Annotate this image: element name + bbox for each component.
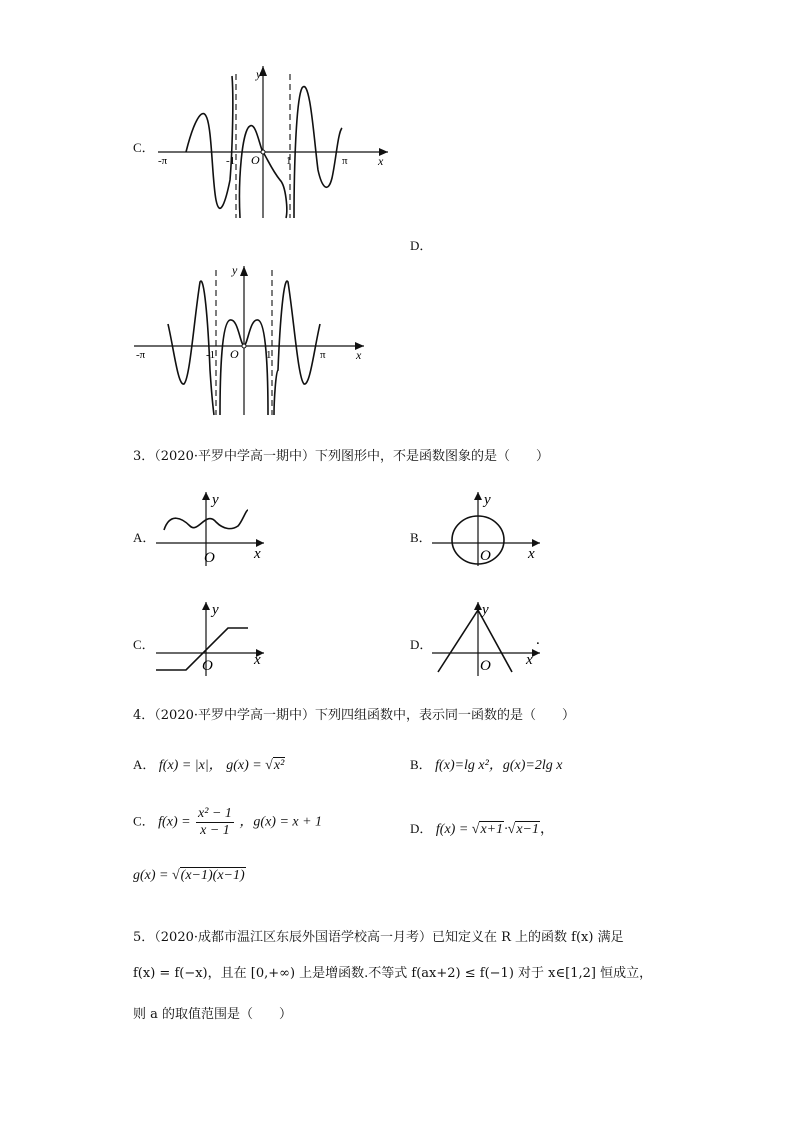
q3-graph-c (150, 598, 270, 678)
q4-option-b: B． f(x)=lg x²，g(x)=2lg x (410, 757, 563, 773)
graph-option-d (130, 260, 375, 420)
tick-neg1: -1 (206, 349, 216, 361)
q4-option-d: D． f(x) = √x+1·√x−1， (410, 821, 554, 837)
svg-text:x: x (254, 652, 261, 668)
graph-option-c (150, 60, 395, 230)
question-5-line-2: f(x) = f(−x)，且在 [0,+∞) 上是增函数.不等式 f(ax+2) ≤ f(−1) 对于 x∈[1,2] 恒成立， (133, 966, 653, 981)
svg-text:.: . (536, 632, 540, 648)
tick-pi: π (320, 349, 326, 361)
q3-option-b-label: B． (410, 530, 432, 545)
q4-option-c: C． f(x) = $\frac{\text{x² − 1}}{x - 1}$ ，g(x) = x + 1 (133, 806, 323, 838)
svg-text:y: y (484, 492, 491, 508)
svg-text:O: O (202, 658, 213, 674)
origin-label: O (251, 153, 260, 167)
q4-option-a: A． f(x) = |x|， g(x) = √x² (133, 757, 285, 773)
y-label: y (232, 263, 238, 277)
x-label: x (356, 348, 362, 362)
question-5-line-1: 5．（2020·成都市温江区东辰外国语学校高一月考）已知定义在 R 上的函数 f(x) 满足 (133, 930, 624, 945)
svg-text:y: y (212, 492, 219, 508)
svg-text:O: O (204, 550, 215, 566)
q4-option-d-g: g(x) = √(x−1)(x−1) (133, 868, 245, 883)
tick-pi: π (342, 155, 348, 167)
option-d-label: D． (410, 238, 433, 253)
q3-option-d-label: D． (410, 637, 433, 652)
curve-right (274, 281, 320, 415)
question-4-stem: 4．（2020·平罗中学高一期中）下列四组函数中，表示同一函数的是（ ） (133, 708, 575, 723)
y-axis-arrow (240, 266, 248, 276)
inverted-v-curve (438, 610, 512, 672)
question-5-line-3: 则 a 的取值范围是（ ） (133, 1007, 293, 1022)
svg-text:x: x (254, 546, 261, 562)
q3-graph-a (150, 488, 270, 568)
tick-pos1: 1 (286, 155, 292, 167)
y-label: y (256, 67, 262, 81)
origin-label: O (230, 347, 239, 361)
q3-option-a-label: A． (133, 530, 156, 545)
svg-text:x: x (528, 546, 535, 562)
q3-option-c-label: C． (133, 637, 155, 652)
svg-text:y: y (482, 602, 489, 618)
tick-negpi: -π (136, 349, 146, 361)
tick-pos1: 1 (266, 349, 272, 361)
q3-graph-d (428, 598, 548, 678)
option-c-label: C． (133, 140, 155, 155)
svg-text:x: x (526, 652, 533, 668)
svg-text:O: O (480, 548, 491, 564)
curve-left (186, 76, 236, 208)
question-3-stem: 3．（2020·平罗中学高一期中）下列图形中，不是函数图象的是（ ） (133, 449, 549, 464)
x-label: x (378, 154, 384, 168)
svg-text:y: y (212, 602, 219, 618)
svg-text:O: O (480, 658, 491, 674)
q3-graph-b (428, 488, 548, 568)
tick-negpi: -π (158, 155, 168, 167)
tick-neg1: -1 (226, 155, 236, 167)
